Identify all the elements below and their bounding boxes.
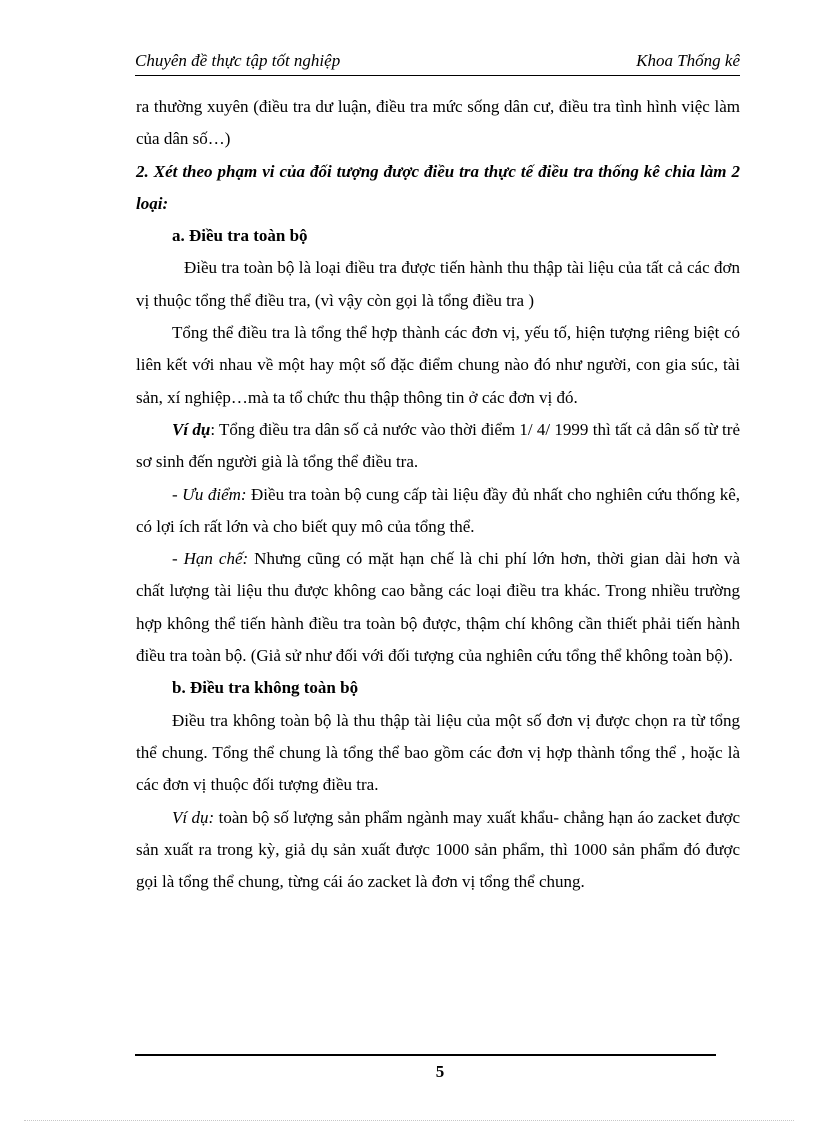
paragraph-example-garments xyxy=(136,802,740,899)
header-department: Khoa Thống kê xyxy=(636,51,740,70)
page-number: 5 xyxy=(435,1062,445,1081)
example-label-2: Ví dụ: xyxy=(172,807,215,827)
document-body xyxy=(136,91,740,898)
page-edge xyxy=(24,1120,794,1121)
page-header xyxy=(135,49,740,76)
subheading-b: b. Điều tra không toàn bộ xyxy=(172,678,359,698)
paragraph-survey-population: Tổng thể điều tra là tổng thể hợp thành các đơn vị, yếu tố, hiện tượng riêng biệt có liên kết với nhau về một hay một số đặc điểm chung nào đó như người, con gia súc, tài sản, xí nghiệp…mà ta tổ chức thu thập thông tin ở các đơn vị đó. xyxy=(136,323,740,407)
paragraph-full-survey-definition: Điều tra toàn bộ là loại điều tra được tiến hành thu thập tài liệu của tất cả các đơn vị thuộc tổng thể điều tra, (vì vậy còn gọi là tổng điều tra ) xyxy=(136,258,740,310)
section-heading-2: 2. Xét theo phạm vi của đối tượng được điều tra thực tế điều tra thống kê chia làm 2 loại: xyxy=(136,161,740,213)
paragraph-partial-survey-definition: Điều tra không toàn bộ là thu thập tài liệu của một số đơn vị được chọn ra từ tổng thể chung. Tổng thể chung là tổng thể bao gồm các đơn vị hợp thành tổng thể , hoặc là các đơn vị thuộc đối tượng điều tra. xyxy=(136,710,740,795)
header-document-title: Chuyên đề thực tập tốt nghiệp xyxy=(135,51,341,70)
paragraph-limitations xyxy=(136,543,740,672)
example-text: : Tổng điều tra dân số cả nước vào thời điểm 1/ 4/ 1999 thì tất cả dân số từ trẻ sơ sinh đến người già là tổng thể điều tra. xyxy=(136,419,740,472)
advantages-text: Điều tra toàn bộ cung cấp tài liệu đầy đủ nhất cho nghiên cứu thống kê, có lợi ích rất lớn và cho biết quy mô của tổng thể. xyxy=(136,484,740,536)
paragraph-example-census xyxy=(136,414,740,479)
paragraph-continuation: ra thường xuyên (điều tra dư luận, điều tra mức sống dân cư, điều tra tình hình việc làm của dân số…) xyxy=(136,97,740,149)
example-label: Ví dụ xyxy=(172,419,211,439)
limitations-text: Nhưng cũng có mặt hạn chế là chi phí lớn hơn, thời gian dài hơn và chất lượng tài liệu thu được không cao bằng các loại điều tra khác. Trong nhiều trường hợp không thể tiến hành điều tra toàn bộ được, thậm chí không cần thiết phải tiến hành điều tra toàn bộ. (Giả sử như đối với đối tượng của nghiên cứu tổng thể không toàn bộ). xyxy=(136,549,740,666)
paragraph-advantages xyxy=(136,479,740,544)
footer-divider xyxy=(135,1054,716,1056)
advantages-label: - Ưu điểm: xyxy=(172,484,247,504)
subheading-a: a. Điều tra toàn bộ xyxy=(172,226,308,246)
example-text-2: toàn bộ số lượng sản phẩm ngành may xuất khẩu- chẳng hạn áo zacket được sản xuất ra trong kỳ, giả dụ sản xuất được 1000 sản phẩm, thì 1000 sản phẩm đó được gọi là tổng thể chung, từng cái áo zacket là đơn vị tổng thể chung. xyxy=(136,807,740,892)
limitations-label: - Hạn chế: xyxy=(172,549,249,569)
